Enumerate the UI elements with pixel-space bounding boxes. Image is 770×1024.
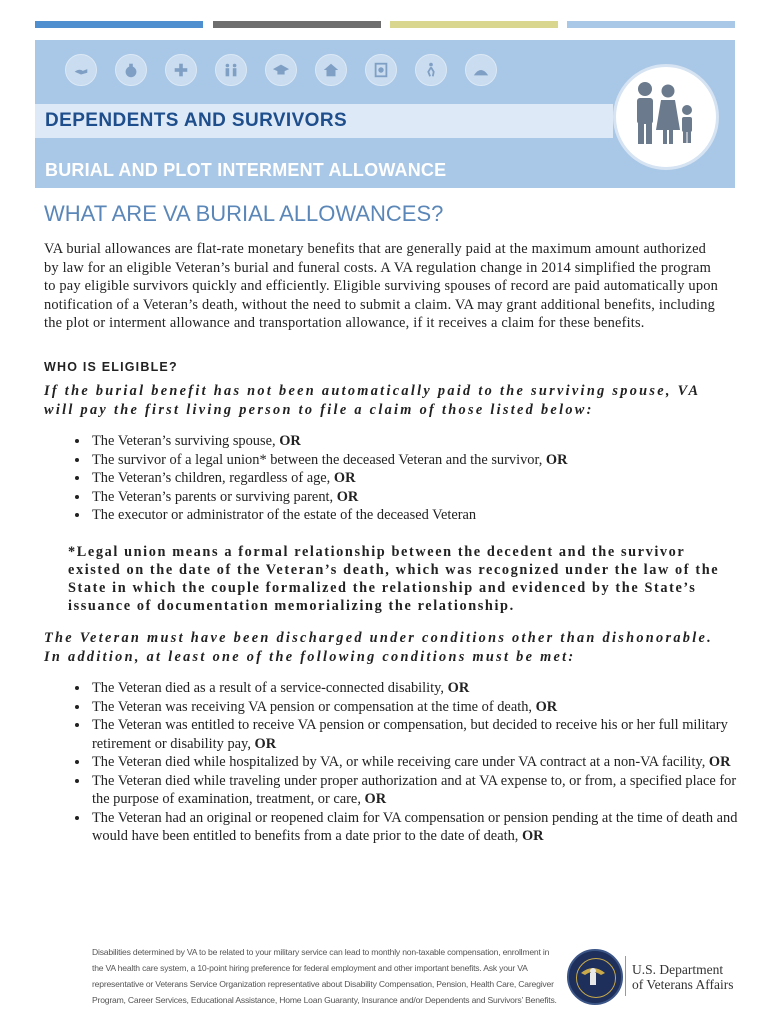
graduation-cap-icon <box>265 54 297 86</box>
list-item: • The Veteran died while hospitalized by VA, or while receiving care under VA contract at a non-VA facility, OR <box>90 753 750 772</box>
grave-icon <box>465 54 497 86</box>
color-bar-blue <box>35 21 203 28</box>
page-subtitle: BURIAL AND PLOT INTERMENT ALLOWANCE <box>45 160 447 180</box>
footer-disclaimer: Disabilities determined by VA to be related to your military service can lead to monthly non-taxable compensation, enrollment in the VA health care system, a 10-point hiring preference for federal employment and other important benefits. Ask your VA representative or Veterans Service Organization representative about Disability Compensation, Pension, Health Care, Caregiver Program, Career Services, Educational Assistance, Home Loan Guaranty, Insurance and/or Dependents and Survivors’ Benefits. <box>92 947 557 1005</box>
color-bar-gray <box>213 21 381 28</box>
intro-paragraph: VA burial allowances are flat-rate monetary benefits that are generally paid at the maximum amount authorized by law for an eligible Veteran’s burial and funeral costs. A VA regulation change in 2014 simplified the program to pay eligible survivors quickly and efficiently. Eligible surviving spouses of record are paid automatically upon notification of a Veteran’s death, without the need to submit a claim. VA may grant additional benefits, including the plot or interment allowance and transportation allowance, if it receives a claim for these benefits. <box>44 241 719 331</box>
house-icon <box>315 54 347 86</box>
va-seal-logo <box>567 949 623 1005</box>
money-bag-icon <box>115 54 147 86</box>
list-item: • The Veteran was entitled to receive VA pension or compensation, but decided to receive his or her full military retirement or disability pay, OR <box>90 716 750 753</box>
certificate-icon <box>365 54 397 86</box>
hiking-icon <box>415 54 447 86</box>
list-item: • The Veteran died as a result of a service-connected disability, OR <box>90 679 750 698</box>
family-icon <box>613 64 713 164</box>
eagle-icon <box>567 949 619 1001</box>
family-icon <box>215 54 247 86</box>
logo-divider <box>625 956 626 996</box>
category-title: DEPENDENTS AND SURVIVORS <box>45 110 348 131</box>
header-banner <box>35 40 735 188</box>
list-item: • The Veteran’s children, regardless of age, OR <box>90 469 750 488</box>
section-title: WHAT ARE VA BURIAL ALLOWANCES? <box>44 201 444 226</box>
list-item: • The Veteran died while traveling under proper authorization and at VA expense to, or from, a specified place for the purpose of examination, treatment, or care, OR <box>90 772 750 809</box>
list-item: • The Veteran’s parents or surviving parent, OR <box>90 488 750 507</box>
list-item: • The executor or administrator of the estate of the deceased Veteran <box>90 506 750 525</box>
color-bar-khaki <box>390 21 558 28</box>
who-is-eligible-heading: WHO IS ELIGIBLE? <box>44 360 178 374</box>
medical-icon <box>165 54 197 86</box>
list-item: • The Veteran was receiving VA pension or compensation at the time of death, OR <box>90 698 750 717</box>
eligibility-lead: If the burial benefit has not been automatically paid to the surviving spouse, VA will pay the first living person to file a claim of those listed below: <box>44 383 700 418</box>
list-item: • The Veteran’s surviving spouse, OR <box>90 432 750 451</box>
subtitle-band <box>35 150 613 188</box>
top-color-bars <box>35 21 735 28</box>
va-department-name: U.S. Department of Veterans Affairs <box>632 962 734 992</box>
color-bar-light-blue <box>567 21 735 28</box>
legal-union-note: *Legal union means a formal relationship between the decedent and the survivor existed on the date of the Veteran’s death, which was recognized under the law of the State in which the couple formalized the relationship and evidenced by the State’s issuance of documentation memorializing the relationship. <box>68 544 720 614</box>
discharge-lead: The Veteran must have been discharged under conditions other than dishonorable. In addition, at least one of the following conditions must be met: <box>44 630 714 665</box>
hand-icon <box>65 54 97 86</box>
survivor-list <box>68 432 750 525</box>
conditions-list <box>68 679 750 846</box>
family-icon-circle <box>613 64 719 170</box>
list-item: • The survivor of a legal union* between the deceased Veteran and the survivor, OR <box>90 451 750 470</box>
title-band <box>35 104 613 138</box>
list-item: • The Veteran had an original or reopened claim for VA compensation or pension pending at the time of death and would have been entitled to benefits from a date prior to the date of death, OR <box>90 809 750 846</box>
